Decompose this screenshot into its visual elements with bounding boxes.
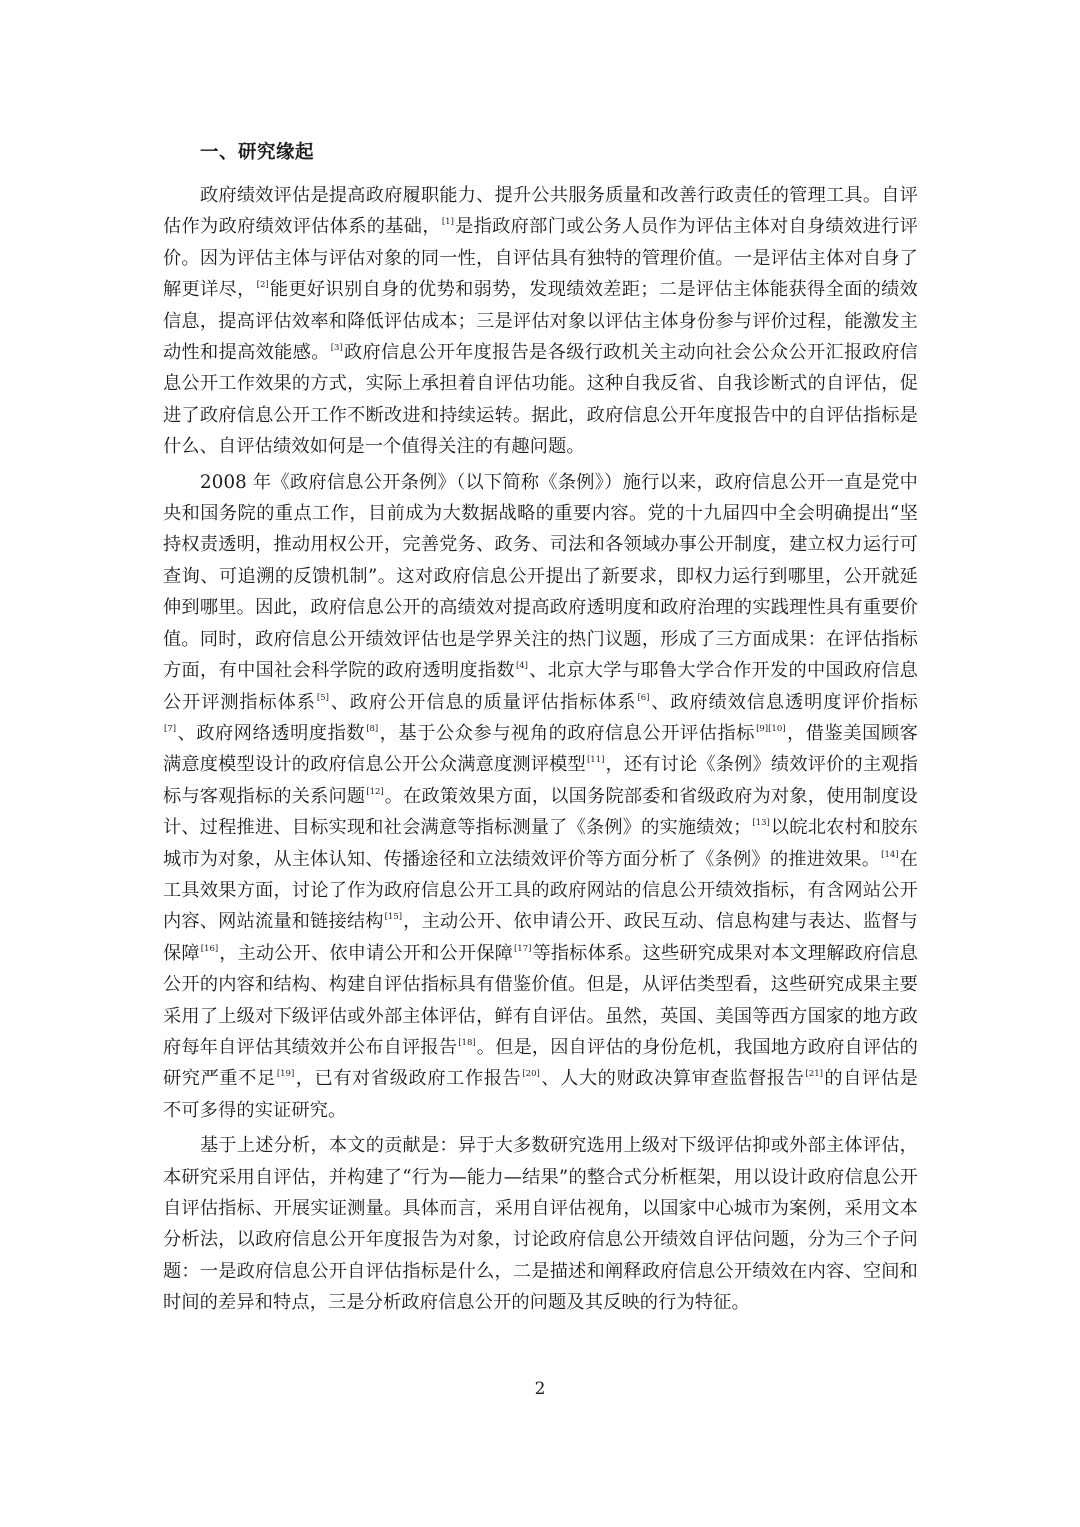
- citation-marker: [13]: [752, 818, 770, 829]
- text-run: ，主动公开、依申请公开、政民互动、信息构建与表达、监督与保障: [163, 911, 918, 964]
- text-run: 的自评估是不可多得的实证研究。: [163, 1068, 918, 1121]
- citation-marker: [2]: [256, 280, 269, 291]
- text-run: 、政府绩效信息透明度评价指标: [650, 691, 919, 713]
- paragraph: [163, 1130, 918, 1318]
- citation-marker: [5]: [316, 692, 329, 703]
- text-run: 在工具效果方面，讨论了作为政府信息公开工具的政府网站的信息公开绩效指标，有含网站公开内容、网站流量和链接结构: [163, 848, 918, 933]
- paragraph: [163, 467, 918, 1127]
- citation-marker: [21]: [805, 1069, 823, 1080]
- citation-marker: [4]: [515, 661, 528, 672]
- section-heading: 一、研究缘起: [200, 142, 315, 163]
- text-run: ，主动公开、依申请公开和公开保障: [219, 942, 513, 964]
- text-run: 。但是，因自评估的身份危机，我国地方政府自评估的研究严重不足: [163, 1036, 918, 1090]
- citation-marker: [7]: [164, 723, 177, 734]
- page-number: 2: [534, 1379, 546, 1399]
- text-run: 政府信息公开年度报告是各级行政机关主动向社会公众公开汇报政府信息公开工作效果的方式，实际上承担着自评估功能。这种自我反省、自我诊断式的自评估，促进了政府信息公开工作不断改进和持续运转。据此，政府信息公开年度报告中的自评估指标是什么、自评估绩效如何是一个值得关注的有趣问题。: [163, 342, 918, 458]
- paragraph: [163, 180, 918, 463]
- text-run: 。在政策效果方面，以国务院部委和省级政府为对象，使用制度设计、过程推进、目标实现和社会满意等指标测量了《条例》的实施绩效；: [163, 785, 918, 839]
- citation-marker: [15]: [384, 912, 403, 923]
- citation-marker: [6]: [637, 692, 650, 703]
- citation-marker: [18]: [458, 1037, 476, 1048]
- citation-marker: [1]: [441, 217, 454, 228]
- text-run: 等指标体系。这些研究成果对本文理解政府信息公开的内容和结构、构建自评估指标具有借鉴价值。但是，从评估类型看，这些研究成果主要采用了上级对下级评估或外部主体评估，鲜有自评估。虽然，英国、美国等西方国家的地方政府每年自评估其绩效并公布自评报告: [163, 942, 919, 1058]
- text-run: 以皖北农村和胶东城市为对象，从主体认知、传播途径和立法绩效评价等方面分析了《条例》的推进效果。: [163, 817, 918, 870]
- text-run: ，基于公众参与视角的政府信息公开评估指标: [379, 722, 756, 744]
- text-run: 基于上述分析，本文的贡献是：异于大多数研究选用上级对下级评估抑或外部主体评估，本研究采用自评估，并构建了“行为—能力—结果”的整合式分析框架，用以设计政府信息公开自评估指标、开展实证测量。具体而言，采用自评估视角，以国家中心城市为案例，采用文本分析法，以政府信息公开年度报告为对象，讨论政府信息公开绩效自评估问题，分为三个子问题：一是政府信息公开自评估指标是什么，二是描述和阐释政府信息公开绩效在内容、空间和时间的差异和特点，三是分析政府信息公开的问题及其反映的行为特征。: [163, 1135, 918, 1314]
- body-text: [163, 180, 918, 1319]
- citation-marker: [16]: [200, 943, 219, 954]
- citation-marker: [19]: [276, 1069, 295, 1080]
- text-run: ，借鉴美国顾客满意度模型设计的政府信息公开公众满意度测评模型: [163, 722, 918, 776]
- text-run: 能更好识别自身的优势和弱势，发现绩效差距；二是评估主体能获得全面的绩效信息，提高评估效率和降低评估成本；三是评估对象以评估主体身份参与评价过程，能激发主动性和提高效能感。: [163, 279, 918, 364]
- text-run: 是指政府部门或公务人员作为评估主体对自身绩效进行评价。因为评估主体与评估对象的同一性，自评估具有独特的管理价值。一是评估主体对自身了解更详尽，: [163, 216, 918, 301]
- text-run: 、人大的财政决算审查监督报告: [540, 1068, 805, 1090]
- citation-marker: [14]: [881, 849, 899, 860]
- text-run: 政府绩效评估是提高政府履职能力、提升公共服务质量和改善行政责任的管理工具。自评估作为政府绩效评估体系的基础，: [163, 185, 918, 238]
- citation-marker: [3]: [330, 343, 343, 354]
- text-run: ，已有对省级政府工作报告: [295, 1068, 522, 1090]
- text-run: ，还有讨论《条例》绩效评价的主观指标与客观指标的关系问题: [163, 754, 918, 807]
- citation-marker: [9][10]: [756, 723, 786, 734]
- citation-marker: [17]: [513, 943, 532, 954]
- citation-marker: [8]: [366, 723, 379, 734]
- citation-marker: [12]: [366, 786, 384, 797]
- citation-marker: [20]: [522, 1069, 540, 1080]
- citation-marker: [11]: [586, 755, 605, 766]
- text-run: 、政府网络透明度指数: [177, 722, 366, 744]
- text-run: 2008 年《政府信息公开条例》（以下简称《条例》）施行以来，政府信息公开一直是党中央和国务院的重点工作，目前成为大数据战略的重要内容。党的十九届四中全会明确提出“坚持权责透明，推动用权公开，完善党务、政务、司法和各领域办事公开制度，建立权力运行可查询、可追溯的反馈机制”。这对政府信息公开提出了新要求，即权力运行到哪里，公开就延伸到哪里。因此，政府信息公开的高绩效对提高政府透明度和政府治理的实践理性具有重要价值。同时，政府信息公开绩效评估也是学界关注的热门议题，形成了三方面成果：在评估指标方面，有中国社会科学院的政府透明度指数: [163, 471, 918, 682]
- text-run: 、北京大学与耶鲁大学合作开发的中国政府信息公开评测指标体系: [163, 660, 918, 713]
- text-run: 、政府公开信息的质量评估指标体系: [329, 691, 637, 713]
